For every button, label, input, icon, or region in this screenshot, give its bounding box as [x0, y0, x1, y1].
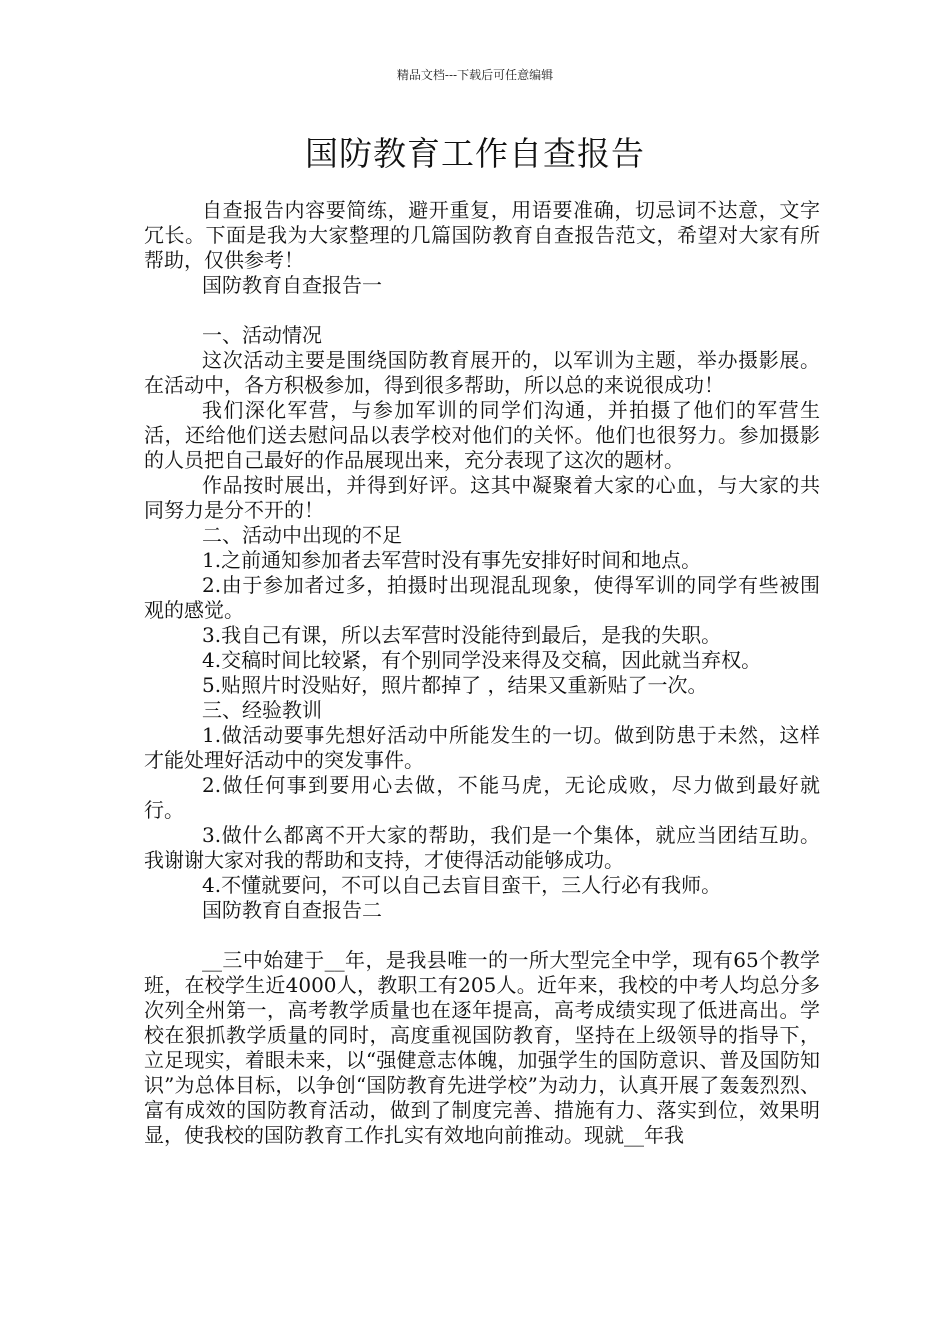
- subheading-activity-situation: 一、活动情况: [202, 323, 322, 347]
- list-item: 1.之前通知参加者去军营时没有事先安排好时间和地点。: [202, 548, 702, 572]
- blank-line: [144, 298, 820, 323]
- document-title: 国防教育工作自查报告: [305, 134, 645, 173]
- list-item: 3.做什么都离不开大家的帮助，我们是一个集体，就应当团结互助。我谢谢大家对我的帮助和支持，才使得活动能够成功。: [144, 823, 820, 872]
- list-item: 4.不懂就要问，不可以自己去盲目蛮干，三人行必有我师。: [202, 873, 722, 897]
- subheading-lessons: 三、经验教训: [202, 698, 322, 722]
- list-item: 2.由于参加者过多，拍摄时出现混乱现象，使得军训的同学有些被围观的感觉。: [144, 573, 820, 622]
- blank-line: [144, 923, 820, 948]
- list-item: 2.做任何事到要用心去做，不能马虎，无论成败，尽力做到最好就行。: [144, 773, 820, 822]
- intro-paragraph: 自查报告内容要简练，避开重复，用语要准确，切忌词不达意，文字冗长。下面是我为大家整理的几篇国防教育自查报告范文，希望对大家有所帮助，仅供参考！: [144, 198, 820, 272]
- list-item: 5.贴照片时没贴好，照片都掉了 ，结果又重新贴了一次。: [202, 673, 708, 697]
- list-item: 4.交稿时间比较紧，有个别同学没来得及交稿，因此就当弃权。: [202, 648, 762, 672]
- section-heading-report-one: 国防教育自查报告一: [202, 273, 382, 297]
- paragraph: __三中始建于__年，是我县唯一的一所大型完全中学，现有65个教学班，在校学生近4000人，教职工有205人。近年来，我校的中考人均总分多次列全州第一，高考教学质量也在逐年提高，高考成绩实现了低进高出。学校在狠抓教学质量的同时，高度重视国防教育，坚持在上级领导的指导下，立足现实，着眼未来，以“强健意志体魄，加强学生的国防意识、普及国防知识”为总体目标，以争创“国防教育先进学校”为动力，认真开展了轰轰烈烈、富有成效的国防教育活动，做到了制度完善、措施有力、落实到位，效果明显，使我校的国防教育工作扎实有效地向前推动。现就__年我: [144, 948, 820, 1147]
- document-body: [144, 198, 820, 1148]
- paragraph: 我们深化军营，与参加军训的同学们沟通，并拍摄了他们的军营生活，还给他们送去慰问品以表学校对他们的关怀。他们也很努力。参加摄影的人员把自己最好的作品展现出来，充分表现了这次的题材。: [144, 398, 820, 472]
- list-item: 1.做活动要事先想好活动中所能发生的一切。做到防患于未然，这样才能处理好活动中的突发事件。: [144, 723, 820, 772]
- list-item: 3.我自己有课，所以去军营时没能待到最后，是我的失职。: [202, 623, 722, 647]
- paragraph: 这次活动主要是围绕国防教育展开的，以军训为主题，举办摄影展。在活动中，各方积极参加，得到很多帮助，所以总的来说很成功！: [144, 348, 820, 397]
- paragraph: 作品按时展出，并得到好评。这其中凝聚着大家的心血，与大家的共同努力是分不开的！: [144, 473, 820, 522]
- subheading-shortcomings: 二、活动中出现的不足: [202, 523, 402, 547]
- header-note: 精品文档---下载后可任意编辑: [396, 68, 554, 82]
- section-heading-report-two: 国防教育自查报告二: [202, 898, 382, 922]
